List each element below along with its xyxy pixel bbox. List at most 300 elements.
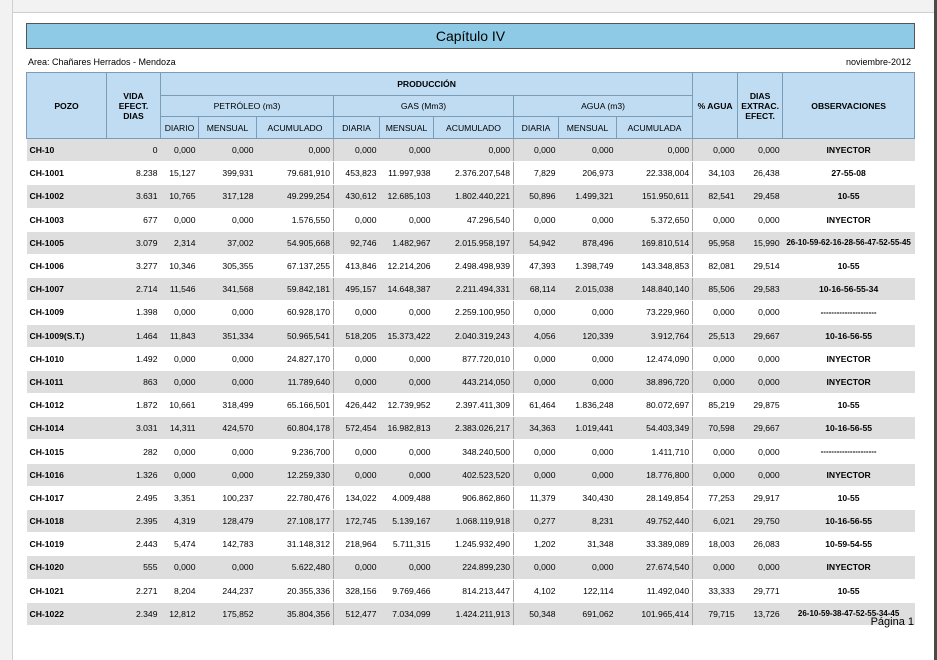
- cell-vida: 2.349: [107, 602, 161, 625]
- cell-a-a: 54.403,349: [617, 417, 693, 440]
- cell-g-a: 2.498.498,939: [434, 254, 514, 277]
- cell-p-m: 317,128: [199, 185, 257, 208]
- table-row: [27, 139, 915, 162]
- cell-pct: 82,541: [693, 185, 738, 208]
- table-row: [27, 394, 915, 417]
- cell-g-d: 453,823: [334, 162, 380, 185]
- cell-p-a: 35.804,356: [257, 602, 334, 625]
- cell-obs: 10-16-56-55: [783, 510, 915, 533]
- header-observaciones: OBSERVACIONES: [783, 73, 915, 139]
- cell-a-a: 38.896,720: [617, 370, 693, 393]
- cell-a-m: 1.499,321: [559, 185, 617, 208]
- table-row: [27, 602, 915, 625]
- cell-g-m: 12.739,952: [380, 394, 434, 417]
- cell-p-d: 0,000: [161, 440, 199, 463]
- cell-vida: 1.492: [107, 347, 161, 370]
- cell-pct: 25,513: [693, 324, 738, 347]
- header-petroleo: PETRÓLEO (m3): [161, 96, 334, 117]
- cell-g-a: 2.397.411,309: [434, 394, 514, 417]
- cell-g-m: 14.648,387: [380, 278, 434, 301]
- cell-g-m: 0,000: [380, 347, 434, 370]
- cell-pozo: CH-1021: [27, 579, 107, 602]
- cell-a-d: 4,056: [514, 324, 559, 347]
- cell-g-m: 0,000: [380, 301, 434, 324]
- cell-g-m: 9.769,466: [380, 579, 434, 602]
- cell-pozo: CH-1003: [27, 208, 107, 231]
- cell-vida: 1.326: [107, 463, 161, 486]
- chapter-title: Capítulo IV: [26, 23, 915, 49]
- cell-dias: 26,438: [738, 162, 783, 185]
- cell-g-m: 0,000: [380, 370, 434, 393]
- cell-vida: 555: [107, 556, 161, 579]
- cell-obs: 10-55: [783, 394, 915, 417]
- cell-g-a: 348.240,500: [434, 440, 514, 463]
- cell-obs: 10-55: [783, 579, 915, 602]
- cell-p-m: 351,334: [199, 324, 257, 347]
- cell-pct: 0,000: [693, 440, 738, 463]
- table-row: [27, 278, 915, 301]
- cell-dias: 29,667: [738, 324, 783, 347]
- cell-a-d: 11,379: [514, 486, 559, 509]
- cell-p-a: 67.137,255: [257, 254, 334, 277]
- cell-vida: 3.277: [107, 254, 161, 277]
- area-label: Area: Chañares Herrados - Mendoza: [28, 57, 176, 67]
- cell-pct: 0,000: [693, 463, 738, 486]
- cell-g-a: 2.383.026,217: [434, 417, 514, 440]
- cell-obs: INYECTOR: [783, 347, 915, 370]
- header-produccion: PRODUCCIÓN: [161, 73, 693, 96]
- header-vida-2: EFECT.: [118, 100, 149, 111]
- header-petroleo-mensual: MENSUAL: [199, 117, 257, 139]
- cell-dias: 29,771: [738, 579, 783, 602]
- cell-vida: 677: [107, 208, 161, 231]
- cell-a-m: 120,339: [559, 324, 617, 347]
- cell-p-d: 0,000: [161, 139, 199, 162]
- cell-obs: INYECTOR: [783, 139, 915, 162]
- cell-a-d: 0,000: [514, 301, 559, 324]
- header-dias-3: EFECT.: [745, 110, 775, 121]
- page-number: Página 1: [870, 616, 914, 628]
- cell-g-a: 402.523,520: [434, 463, 514, 486]
- cell-p-d: 11,843: [161, 324, 199, 347]
- production-table: [26, 72, 915, 626]
- cell-p-m: 0,000: [199, 463, 257, 486]
- cell-g-a: 1.068.119,918: [434, 510, 514, 533]
- cell-p-m: 37,002: [199, 231, 257, 254]
- cell-g-a: 877.720,010: [434, 347, 514, 370]
- cell-pozo: CH-1011: [27, 370, 107, 393]
- cell-pozo: CH-1015: [27, 440, 107, 463]
- cell-g-m: 0,000: [380, 556, 434, 579]
- header-dias-1: DIAS: [749, 90, 771, 101]
- cell-g-m: 5.711,315: [380, 533, 434, 556]
- table-row: [27, 463, 915, 486]
- cell-a-m: 878,496: [559, 231, 617, 254]
- cell-a-m: 1.836,248: [559, 394, 617, 417]
- cell-vida: 2.714: [107, 278, 161, 301]
- cell-g-m: 12.685,103: [380, 185, 434, 208]
- cell-dias: 15,990: [738, 231, 783, 254]
- cell-pct: 95,958: [693, 231, 738, 254]
- header-agua-acumulada: ACUMULADA: [617, 117, 693, 139]
- cell-a-m: 0,000: [559, 139, 617, 162]
- cell-a-a: 151.950,611: [617, 185, 693, 208]
- cell-g-a: 1.424.211,913: [434, 602, 514, 625]
- cell-p-d: 8,204: [161, 579, 199, 602]
- cell-pozo: CH-1006: [27, 254, 107, 277]
- cell-a-m: 0,000: [559, 463, 617, 486]
- cell-pct: 34,103: [693, 162, 738, 185]
- cell-a-a: 18.776,800: [617, 463, 693, 486]
- cell-g-d: 0,000: [334, 347, 380, 370]
- cell-p-m: 142,783: [199, 533, 257, 556]
- cell-a-m: 1.019,441: [559, 417, 617, 440]
- cell-p-m: 318,499: [199, 394, 257, 417]
- cell-g-m: 16.982,813: [380, 417, 434, 440]
- cell-pozo: CH-1016: [27, 463, 107, 486]
- cell-obs: 26-10-59-38-47-52-55-34-45: [783, 602, 915, 625]
- cell-dias: 29,583: [738, 278, 783, 301]
- header-dias-extrac: [738, 73, 783, 139]
- cell-pct: 0,000: [693, 370, 738, 393]
- header-pct-agua: % AGUA: [693, 73, 738, 139]
- cell-obs: ---------------------: [783, 301, 915, 324]
- cell-g-m: 1.482,967: [380, 231, 434, 254]
- cell-g-d: 0,000: [334, 370, 380, 393]
- cell-p-d: 14,311: [161, 417, 199, 440]
- cell-g-m: 12.214,206: [380, 254, 434, 277]
- cell-obs: 10-16-56-55: [783, 324, 915, 347]
- cell-vida: 2.495: [107, 486, 161, 509]
- cell-dias: 29,875: [738, 394, 783, 417]
- window-top-edge: [0, 0, 937, 13]
- cell-pct: 0,000: [693, 556, 738, 579]
- cell-a-a: 148.840,140: [617, 278, 693, 301]
- table-row: [27, 510, 915, 533]
- cell-a-a: 101.965,414: [617, 602, 693, 625]
- cell-p-a: 27.108,177: [257, 510, 334, 533]
- cell-vida: 3.079: [107, 231, 161, 254]
- cell-g-d: 328,156: [334, 579, 380, 602]
- cell-dias: 13,726: [738, 602, 783, 625]
- cell-g-d: 0,000: [334, 208, 380, 231]
- cell-pct: 79,715: [693, 602, 738, 625]
- cell-a-a: 27.674,540: [617, 556, 693, 579]
- cell-vida: 3.031: [107, 417, 161, 440]
- report-meta: [26, 57, 913, 69]
- header-vida-3: DIAS: [123, 110, 144, 121]
- table-row: [27, 579, 915, 602]
- cell-pct: 0,000: [693, 139, 738, 162]
- table-row: [27, 486, 915, 509]
- cell-pct: 33,333: [693, 579, 738, 602]
- cell-obs: 10-55: [783, 185, 915, 208]
- cell-g-d: 0,000: [334, 463, 380, 486]
- cell-pozo: CH-1022: [27, 602, 107, 625]
- cell-obs: 10-55: [783, 254, 915, 277]
- cell-p-d: 0,000: [161, 463, 199, 486]
- cell-pozo: CH-1002: [27, 185, 107, 208]
- table-row: [27, 417, 915, 440]
- cell-obs: INYECTOR: [783, 463, 915, 486]
- cell-g-a: 443.214,050: [434, 370, 514, 393]
- cell-p-m: 0,000: [199, 556, 257, 579]
- cell-vida: 1.872: [107, 394, 161, 417]
- cell-p-a: 0,000: [257, 139, 334, 162]
- cell-p-d: 10,346: [161, 254, 199, 277]
- cell-p-m: 0,000: [199, 347, 257, 370]
- cell-g-m: 0,000: [380, 463, 434, 486]
- cell-p-a: 9.236,700: [257, 440, 334, 463]
- cell-a-d: 0,000: [514, 370, 559, 393]
- cell-a-m: 0,000: [559, 370, 617, 393]
- cell-p-m: 0,000: [199, 301, 257, 324]
- cell-p-d: 12,812: [161, 602, 199, 625]
- cell-obs: 10-16-56-55-34: [783, 278, 915, 301]
- table-row: [27, 440, 915, 463]
- cell-p-m: 424,570: [199, 417, 257, 440]
- table-row: [27, 370, 915, 393]
- cell-obs: 10-16-56-55: [783, 417, 915, 440]
- cell-obs: 10-55: [783, 486, 915, 509]
- cell-a-m: 8,231: [559, 510, 617, 533]
- cell-p-d: 5,474: [161, 533, 199, 556]
- cell-a-a: 73.229,960: [617, 301, 693, 324]
- cell-g-d: 430,612: [334, 185, 380, 208]
- cell-dias: 29,917: [738, 486, 783, 509]
- cell-obs: INYECTOR: [783, 556, 915, 579]
- cell-g-d: 134,022: [334, 486, 380, 509]
- cell-p-a: 20.355,336: [257, 579, 334, 602]
- cell-p-m: 128,479: [199, 510, 257, 533]
- cell-p-d: 0,000: [161, 556, 199, 579]
- cell-g-d: 495,157: [334, 278, 380, 301]
- cell-g-d: 0,000: [334, 440, 380, 463]
- cell-p-d: 3,351: [161, 486, 199, 509]
- cell-dias: 0,000: [738, 301, 783, 324]
- cell-p-m: 175,852: [199, 602, 257, 625]
- cell-pozo: CH-1017: [27, 486, 107, 509]
- cell-obs: 27-55-08: [783, 162, 915, 185]
- cell-p-a: 11.789,640: [257, 370, 334, 393]
- header-gas-acumulado: ACUMULADO: [434, 117, 514, 139]
- cell-a-a: 80.072,697: [617, 394, 693, 417]
- cell-obs: ---------------------: [783, 440, 915, 463]
- cell-g-d: 0,000: [334, 556, 380, 579]
- table-row: [27, 231, 915, 254]
- cell-a-a: 0,000: [617, 139, 693, 162]
- cell-pozo: CH-1009: [27, 301, 107, 324]
- cell-pct: 0,000: [693, 347, 738, 370]
- cell-g-d: 512,477: [334, 602, 380, 625]
- header-dias-2: EXTRAC.: [741, 100, 779, 111]
- table-row: [27, 254, 915, 277]
- cell-g-a: 1.802.440,221: [434, 185, 514, 208]
- cell-vida: 2.443: [107, 533, 161, 556]
- cell-g-a: 2.015.958,197: [434, 231, 514, 254]
- cell-a-d: 50,896: [514, 185, 559, 208]
- cell-g-a: 224.899,230: [434, 556, 514, 579]
- cell-a-d: 0,000: [514, 463, 559, 486]
- cell-a-d: 47,393: [514, 254, 559, 277]
- cell-g-m: 0,000: [380, 440, 434, 463]
- cell-a-m: 0,000: [559, 556, 617, 579]
- table-body: [27, 139, 915, 626]
- cell-a-m: 691,062: [559, 602, 617, 625]
- cell-pozo: CH-1012: [27, 394, 107, 417]
- cell-a-m: 0,000: [559, 347, 617, 370]
- cell-a-d: 7,829: [514, 162, 559, 185]
- cell-vida: 1.464: [107, 324, 161, 347]
- cell-pct: 82,081: [693, 254, 738, 277]
- cell-a-d: 34,363: [514, 417, 559, 440]
- cell-obs: 26-10-59-62-16-28-56-47-52-55-45: [783, 231, 915, 254]
- cell-pct: 18,003: [693, 533, 738, 556]
- cell-pozo: CH-10: [27, 139, 107, 162]
- cell-pozo: CH-1010: [27, 347, 107, 370]
- cell-p-d: 2,314: [161, 231, 199, 254]
- cell-a-d: 0,000: [514, 347, 559, 370]
- table-row: [27, 301, 915, 324]
- cell-vida: 282: [107, 440, 161, 463]
- cell-a-a: 28.149,854: [617, 486, 693, 509]
- cell-g-a: 2.040.319,243: [434, 324, 514, 347]
- cell-a-a: 3.912,764: [617, 324, 693, 347]
- cell-g-d: 172,745: [334, 510, 380, 533]
- cell-pct: 77,253: [693, 486, 738, 509]
- cell-a-m: 340,430: [559, 486, 617, 509]
- cell-a-a: 12.474,090: [617, 347, 693, 370]
- cell-dias: 29,458: [738, 185, 783, 208]
- cell-a-a: 169.810,514: [617, 231, 693, 254]
- cell-dias: 29,667: [738, 417, 783, 440]
- cell-pozo: CH-1007: [27, 278, 107, 301]
- cell-g-d: 92,746: [334, 231, 380, 254]
- cell-pct: 6,021: [693, 510, 738, 533]
- cell-p-d: 15,127: [161, 162, 199, 185]
- cell-a-a: 33.389,089: [617, 533, 693, 556]
- cell-a-d: 0,000: [514, 139, 559, 162]
- cell-p-a: 65.166,501: [257, 394, 334, 417]
- cell-p-d: 4,319: [161, 510, 199, 533]
- cell-p-a: 54.905,668: [257, 231, 334, 254]
- cell-a-d: 50,348: [514, 602, 559, 625]
- window-left-edge: [0, 0, 13, 660]
- cell-pozo: CH-1018: [27, 510, 107, 533]
- cell-a-m: 122,114: [559, 579, 617, 602]
- cell-a-m: 31,348: [559, 533, 617, 556]
- cell-a-d: 61,464: [514, 394, 559, 417]
- cell-a-d: 1,202: [514, 533, 559, 556]
- header-vida: [107, 73, 161, 139]
- cell-g-a: 1.245.932,490: [434, 533, 514, 556]
- header-petroleo-diario: DIARIO: [161, 117, 199, 139]
- cell-dias: 0,000: [738, 347, 783, 370]
- cell-a-a: 11.492,040: [617, 579, 693, 602]
- cell-p-a: 5.622,480: [257, 556, 334, 579]
- table-row: [27, 533, 915, 556]
- cell-dias: 0,000: [738, 139, 783, 162]
- cell-g-m: 0,000: [380, 208, 434, 231]
- cell-dias: 0,000: [738, 440, 783, 463]
- cell-g-a: 2.211.494,331: [434, 278, 514, 301]
- cell-g-d: 218,964: [334, 533, 380, 556]
- cell-p-m: 0,000: [199, 370, 257, 393]
- cell-p-m: 244,237: [199, 579, 257, 602]
- cell-p-a: 60.928,170: [257, 301, 334, 324]
- cell-pct: 70,598: [693, 417, 738, 440]
- cell-g-a: 47.296,540: [434, 208, 514, 231]
- cell-p-m: 399,931: [199, 162, 257, 185]
- cell-g-a: 0,000: [434, 139, 514, 162]
- cell-a-d: 54,942: [514, 231, 559, 254]
- header-pozo: POZO: [27, 73, 107, 139]
- cell-pozo: CH-1009(S.T.): [27, 324, 107, 347]
- cell-a-m: 0,000: [559, 301, 617, 324]
- cell-pct: 85,506: [693, 278, 738, 301]
- table-row: [27, 347, 915, 370]
- cell-p-m: 305,355: [199, 254, 257, 277]
- cell-dias: 0,000: [738, 556, 783, 579]
- cell-g-d: 0,000: [334, 139, 380, 162]
- cell-g-a: 2.259.100,950: [434, 301, 514, 324]
- header-agua: AGUA (m3): [514, 96, 693, 117]
- header-agua-mensual: MENSUAL: [559, 117, 617, 139]
- cell-g-d: 0,000: [334, 301, 380, 324]
- cell-vida: 2.271: [107, 579, 161, 602]
- cell-p-d: 0,000: [161, 370, 199, 393]
- header-agua-diaria: DIARIA: [514, 117, 559, 139]
- cell-a-d: 0,000: [514, 556, 559, 579]
- cell-p-a: 22.780,476: [257, 486, 334, 509]
- cell-a-a: 22.338,004: [617, 162, 693, 185]
- cell-p-a: 12.259,330: [257, 463, 334, 486]
- cell-p-m: 341,568: [199, 278, 257, 301]
- cell-pct: 0,000: [693, 301, 738, 324]
- cell-p-d: 10,661: [161, 394, 199, 417]
- cell-p-a: 79.681,910: [257, 162, 334, 185]
- cell-a-m: 0,000: [559, 208, 617, 231]
- header-vida-1: VIDA: [123, 90, 144, 101]
- cell-dias: 29,750: [738, 510, 783, 533]
- table-row: [27, 324, 915, 347]
- cell-p-d: 0,000: [161, 208, 199, 231]
- header-petroleo-acumulado: ACUMULADO: [257, 117, 334, 139]
- cell-pozo: CH-1005: [27, 231, 107, 254]
- cell-dias: 0,000: [738, 370, 783, 393]
- cell-p-m: 0,000: [199, 139, 257, 162]
- table-row: [27, 208, 915, 231]
- cell-dias: 26,083: [738, 533, 783, 556]
- table-row: [27, 556, 915, 579]
- cell-p-m: 0,000: [199, 440, 257, 463]
- cell-a-a: 5.372,650: [617, 208, 693, 231]
- cell-a-d: 0,000: [514, 440, 559, 463]
- cell-p-d: 10,765: [161, 185, 199, 208]
- cell-g-a: 2.376.207,548: [434, 162, 514, 185]
- cell-a-a: 143.348,853: [617, 254, 693, 277]
- cell-dias: 29,514: [738, 254, 783, 277]
- cell-g-m: 0,000: [380, 139, 434, 162]
- cell-p-d: 0,000: [161, 347, 199, 370]
- cell-p-a: 59.842,181: [257, 278, 334, 301]
- cell-vida: 2.395: [107, 510, 161, 533]
- cell-a-a: 1.411,710: [617, 440, 693, 463]
- cell-a-d: 0,277: [514, 510, 559, 533]
- cell-g-m: 15.373,422: [380, 324, 434, 347]
- cell-vida: 0: [107, 139, 161, 162]
- cell-g-m: 11.997,938: [380, 162, 434, 185]
